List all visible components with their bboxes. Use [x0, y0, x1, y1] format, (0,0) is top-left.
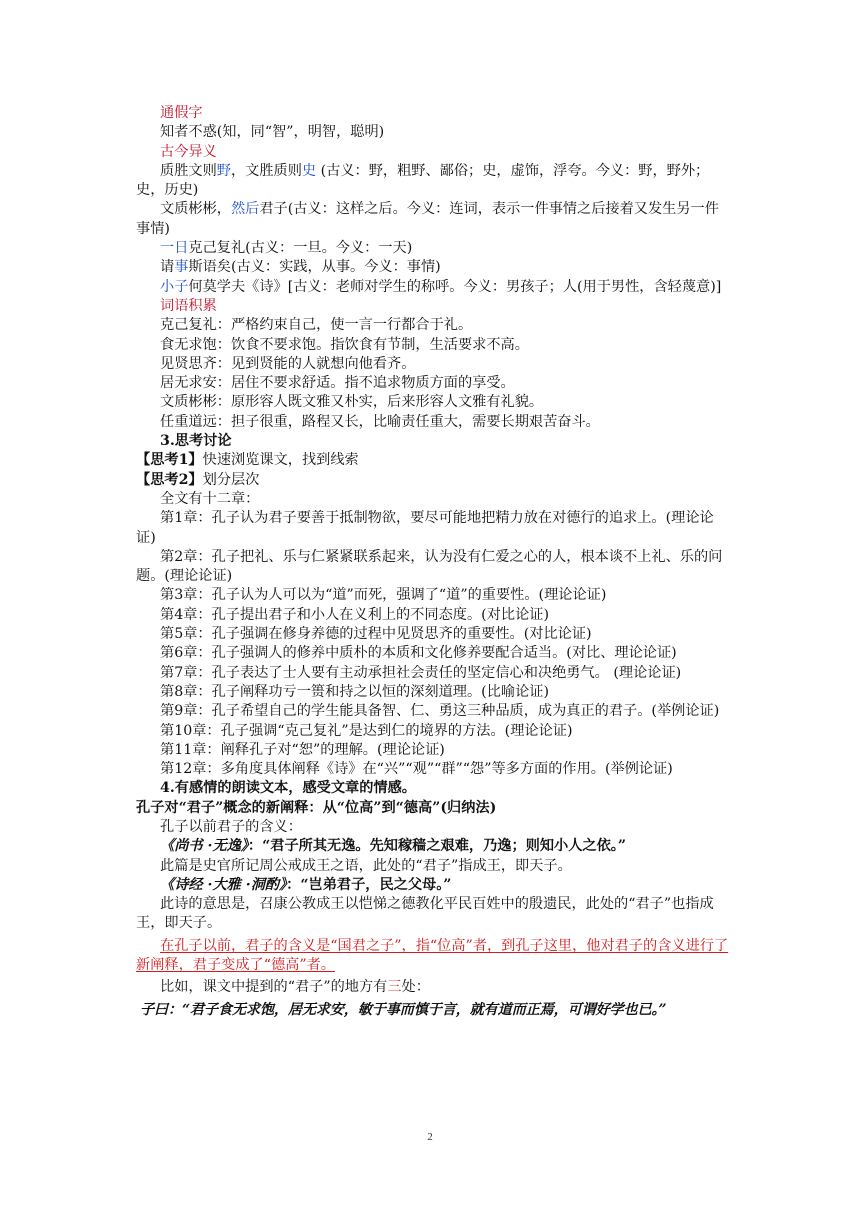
think-2: [136, 471, 732, 490]
chapter-item: 第3章：孔子认为人可以为“道”而死，强调了“道”的重要性。(理论论证): [160, 587, 607, 604]
chapter-item: 第2章：孔子把礼、乐与仁紧紧联系起来，认为没有仁爱之心的人，根本谈不上礼、乐的问题。(理论论证): [136, 548, 723, 585]
page-number: 2: [427, 1131, 433, 1143]
ciyu-item: 克己复礼：严格约束自己，使一言一行都合于礼。: [160, 317, 473, 334]
think-tag: 【思考1】: [136, 452, 203, 469]
chapter-item: 第9章：孔子希望自己的学生能具备智、仁、勇这三种品质，成为真正的君子。(举例论证): [160, 703, 720, 720]
tongjia-item: 知者不惑(知，同“智”，明智，聪明): [160, 124, 385, 141]
conclusion: [136, 937, 732, 976]
chapter-item: 第1章：孔子认为君子要善于抵制物欲，要尽可能地把精力放在对德行的追求上。(理论论证): [136, 510, 714, 546]
text: 比如，课文中提到的“君子”的地方有: [160, 979, 388, 996]
chapter-item: 第7章：孔子表达了士人要有主动承担社会责任的坚定信心和决绝勇气。 (理论论证): [160, 664, 682, 681]
text: (古义：野，粗野、鄙俗；史，虚饰，浮夸。今义：野，野外；史，历史): [136, 162, 710, 199]
junzi-heading: 孔子对“君子”概念的新阐释：从“位高”到“德高”(归纳法): [136, 799, 497, 816]
text: 快速浏览课文，找到线索: [202, 452, 359, 469]
text: ，文胜质则: [230, 162, 302, 179]
quote-text: ：“君子所其无逸。先知稼穑之艰难，乃逸；则知小人之依。”: [247, 838, 627, 855]
text: 质胜文则: [160, 162, 217, 179]
shijing-quote: [136, 876, 732, 895]
junzi-before: 孔子以前君子的含义：: [160, 818, 302, 835]
ciyu-item: 见贤思齐：见到贤能的人就想向他看齐。: [160, 355, 416, 372]
source-title: 《尚书 ·无逸》: [160, 838, 248, 855]
page-content: [136, 104, 732, 1020]
text: 文质彬彬，: [160, 201, 231, 218]
ciyu-item: 食无求饱：饮食不要求饱。指饮食有节制，生活要求不高。: [160, 336, 529, 353]
source-title: 《诗经 ·大雅 ·洞酌》: [160, 876, 287, 893]
highlight-word: 一日: [160, 240, 189, 257]
example-intro: [136, 978, 732, 997]
text: 斯语矣(古义：实践，从事。今义：事情): [188, 259, 441, 276]
chapter-item: 第11章：阐释孔子对“恕”的理解。(理论论证): [160, 741, 445, 758]
gujin-item-3: [136, 239, 732, 258]
shangshu-quote: [136, 837, 732, 856]
text: 何莫学夫《诗》[古义：老师对学生的称呼。今义：男孩子；人(用于男性，含轻蔑意)]: [188, 278, 722, 295]
gujin-item-4: [136, 258, 732, 277]
text: 克己复礼(古义：一旦。今义：一天): [188, 240, 413, 257]
text: 请: [160, 259, 175, 276]
highlight-word: 然后: [230, 201, 260, 218]
highlight-word: 三: [387, 979, 402, 996]
ciyu-item: 居无求安：居住不要求舒适。指不追求物质方面的享受。: [160, 375, 515, 392]
chapter-item: 第4章：孔子提出君子和小人在义利上的不同态度。(对比论证): [160, 606, 549, 623]
highlight-word: 事: [174, 259, 189, 276]
gujin-item-1: [136, 162, 732, 201]
highlight-word: 野: [216, 162, 231, 179]
text: 君子(古义：这样之后。今义：连词，表示一件事情之后接着又发生另一件事情): [136, 201, 719, 237]
chapter-item: 第5章：孔子强调在修身养德的过程中见贤思齐的重要性。(对比论证): [160, 626, 592, 643]
chapters-intro: 全文有十二章：: [160, 490, 260, 507]
think-tag: 【思考2】: [136, 471, 203, 488]
ciyu-heading: 词语积累: [160, 297, 217, 314]
gujin-heading: 古今异义: [160, 143, 217, 160]
ciyu-item: 文质彬彬：原形容人既文雅又朴实，后来形容人文雅有礼貌。: [160, 394, 544, 411]
ciyu-item: 任重道远：担子很重，路程又长，比喻责任重大，需要长期艰苦奋斗。: [160, 413, 600, 430]
think-1: [136, 451, 732, 470]
quote-text: ：“岂弟君子，民之父母。”: [286, 876, 452, 893]
chapter-item: 第12章：多角度具体阐释《诗》在“兴”“观”“群”“怨”等多方面的作用。(举例论证): [160, 761, 673, 778]
gujin-item-2: [136, 200, 732, 239]
text: 划分层次: [202, 471, 260, 488]
chapter-item: 第10章：孔子强调“克己复礼”是达到仁的境界的方法。(理论论证): [160, 722, 573, 739]
chapter-item: 第8章：孔子阐释功亏一篑和持之以恒的深刻道理。(比喻论证): [160, 683, 549, 700]
shangshu-note: 此篇是史官所记周公戒成王之语，此处的“君子”指成王，即天子。: [160, 857, 572, 874]
gujin-item-5: [136, 278, 732, 297]
tongjia-heading: 通假字: [160, 105, 203, 121]
ziyue-quote: 子曰：“君子食无求饱，居无求安，敏于事而慎于言，就有道而正焉，可谓好学也已。”: [140, 1001, 667, 1018]
highlight-word: 小子: [160, 278, 189, 295]
conclusion-text: 在孔子以前，君子的含义是“国君之子”，指“位高”者，到孔子这里，他对君子的含义进行了新阐释，君子变成了“德高”者。: [136, 937, 729, 974]
text: 处：: [401, 979, 430, 996]
think-heading: 3.思考讨论: [160, 433, 232, 450]
chapter-item: 第6章：孔子强调人的修养中质朴的本质和文化修养要配合适当。(对比、理论论证): [160, 645, 677, 662]
shijing-note: 此诗的意思是，召康公教成王以恺悌之德教化平民百姓中的殷遗民，此处的“君子”也指成王，即天子。: [136, 896, 714, 932]
highlight-word: 史: [301, 162, 317, 179]
read-heading: 4.有感情的朗读文本，感受文章的情感。: [160, 780, 416, 797]
